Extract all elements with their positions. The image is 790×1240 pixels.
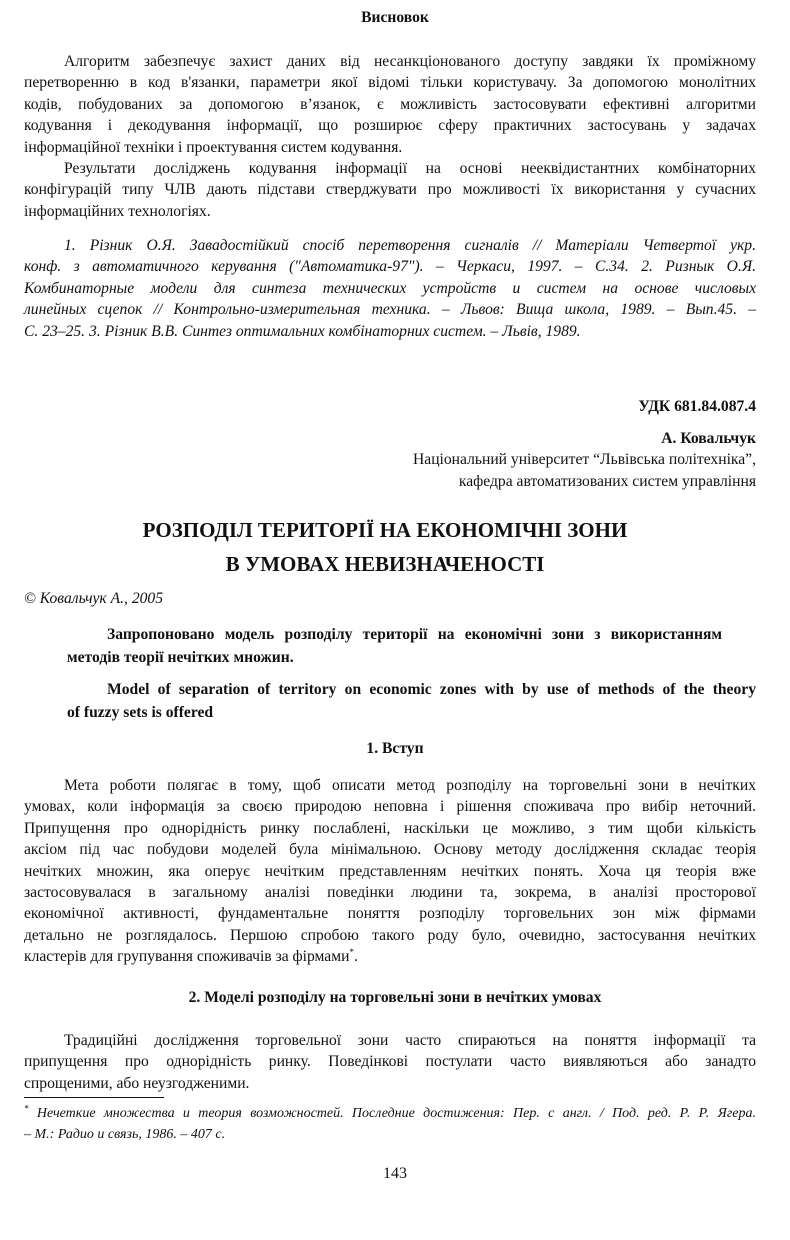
text-line-content: кластерів для групування споживачів за фірмами [24, 948, 350, 966]
footnote-marker[interactable]: * [349, 946, 354, 957]
footnote-divider [24, 1097, 164, 1098]
article-title-line: В УМОВАХ НЕВИЗНАЧЕНОСТІ [225, 552, 545, 576]
text-line: аксіом під час побудови моделей була мінімальною. Основу методу дослідження складає теорія [24, 841, 756, 859]
text-line: методів теорії нечітких множин. [67, 649, 294, 666]
text-line: припущення про однорідність ринку. Поведінкові постулати часто виявляються або занадто [24, 1053, 756, 1071]
footnote [24, 1103, 756, 1145]
reference-line: 1. Різник О.Я. Завадостійкий спосіб перетворення сигналів // Матеріали Четвертої укр. [64, 237, 756, 254]
text-line: інформаційної техніки і проектування систем кодування. [24, 138, 403, 156]
section-1-heading: 1. Вступ [366, 740, 424, 757]
conclusion-paragraph-1 [24, 51, 756, 158]
text-line: Традиційні дослідження торговельної зони часто спираються на поняття інформації та [64, 1032, 756, 1049]
footnote-mark: * [24, 1103, 29, 1114]
abstract-english [67, 679, 756, 723]
text-line: детально не розглядалось. Першою спробою такого роду було, очевидно, застосування нечітких [24, 926, 756, 944]
udc-code: УДК 681.84.087.4 [638, 398, 756, 415]
page-number: 143 [383, 1165, 407, 1182]
reference-line: линейных сцепок // Контрольно-измерительная техника. – Львов: Вища школа, 1989. – Вып.45. – [24, 301, 756, 319]
affiliation-line: Національний університет “Львівська політехніка”, [413, 451, 756, 468]
text-line: конфігурацій типу ЧЛВ дають підстави стверджувати про можливості їх використання у сучасних [24, 181, 756, 199]
text-line: кодів, побудованих за допомогою в’язанок, є можливість застосовувати ефективні алгоритми [24, 95, 756, 113]
text-line: of fuzzy sets is offered [67, 704, 214, 721]
text-line: спрощеними, або неузгодженими. [24, 1074, 250, 1092]
reference-line: С. 23–25. 3. Різник В.В. Синтез оптимальних комбінаторних систем. – Львів, 1989. [24, 322, 581, 340]
section-1-paragraph [24, 775, 756, 968]
sentence-end: . [353, 948, 358, 966]
text-line: Припущення про однорідність ринку послаблені, наскільки це можливо, з тим щоби кількість [24, 819, 756, 837]
copyright: © Ковальчук А., 2005 [24, 590, 164, 607]
section-2-heading: 2. Моделі розподілу на торговельні зони в нечітких умовах [188, 989, 602, 1006]
footnote-text: Нечеткие множества и теория возможностей. Последние достижения: Пер. с англ. / Под. ред. Р. Р. Ягера. [36, 1106, 756, 1121]
text-line: інформаційних технологіях. [24, 202, 211, 220]
author: А. Ковальчук [661, 430, 756, 447]
text-line: нечітких множин, яка оперує нечітким представленням нечітких понять. Хоча ця теорія вже [24, 862, 756, 880]
footnote-line: – М.: Радио и связь, 1986. – 407 с. [24, 1127, 226, 1142]
reference-line: конф. з автоматичного керування ("Автоматика-97"). – Черкаси, 1997. – С.34. 2. Ризнык О.Я. [24, 258, 756, 276]
references [24, 235, 756, 342]
text-line: Мета роботи полягає в тому, щоб описати метод розподілу на торговельні зони в нечітких [64, 777, 756, 794]
text-line: економічної активності, фундаментальне поняття розподілу торговельних зон між фірмами [24, 905, 756, 923]
conclusion-paragraph-2 [24, 158, 756, 222]
text-line [24, 946, 756, 967]
section-2-paragraph [24, 1030, 756, 1094]
text-line: Запропоновано модель розподілу території на економічні зони з використанням [107, 626, 722, 643]
text-line: кодування і декодування інформації, що розширює сферу практичних застосувань у задачах [24, 117, 756, 135]
article-title-line: РОЗПОДІЛ ТЕРИТОРІЇ НА ЕКОНОМІЧНІ ЗОНИ [142, 518, 628, 542]
affiliation-line: кафедра автоматизованих систем управління [458, 473, 756, 490]
text-line: перетворенню в код в'язанки, параметри якої відомі тільки користувачу. За допомогою монолітних [24, 74, 756, 92]
footnote-line [24, 1103, 756, 1124]
text-line: Model of separation of territory on economic zones with by use of methods of the theory [107, 681, 756, 698]
text-line: Результати досліджень кодування інформації на основі нееквідистантних комбінаторних [64, 160, 756, 177]
reference-line: Комбинаторные модели для синтеза технических устройств и систем на основе числовых [24, 279, 756, 297]
text-line: умовах, коли інформація за своєю природою неповна і рішення споживача про вибір неточний. [24, 798, 756, 816]
text-line: Алгоритм забезпечує захист даних від несанкціонованого доступу завдяки їх проміжному [64, 53, 756, 70]
text-line: застосовувалася в загальному аналізі поведінки людини та, зокрема, в аналізі просторової [24, 883, 756, 901]
abstract-ukrainian [67, 624, 722, 668]
conclusion-heading: Висновок [361, 9, 429, 26]
